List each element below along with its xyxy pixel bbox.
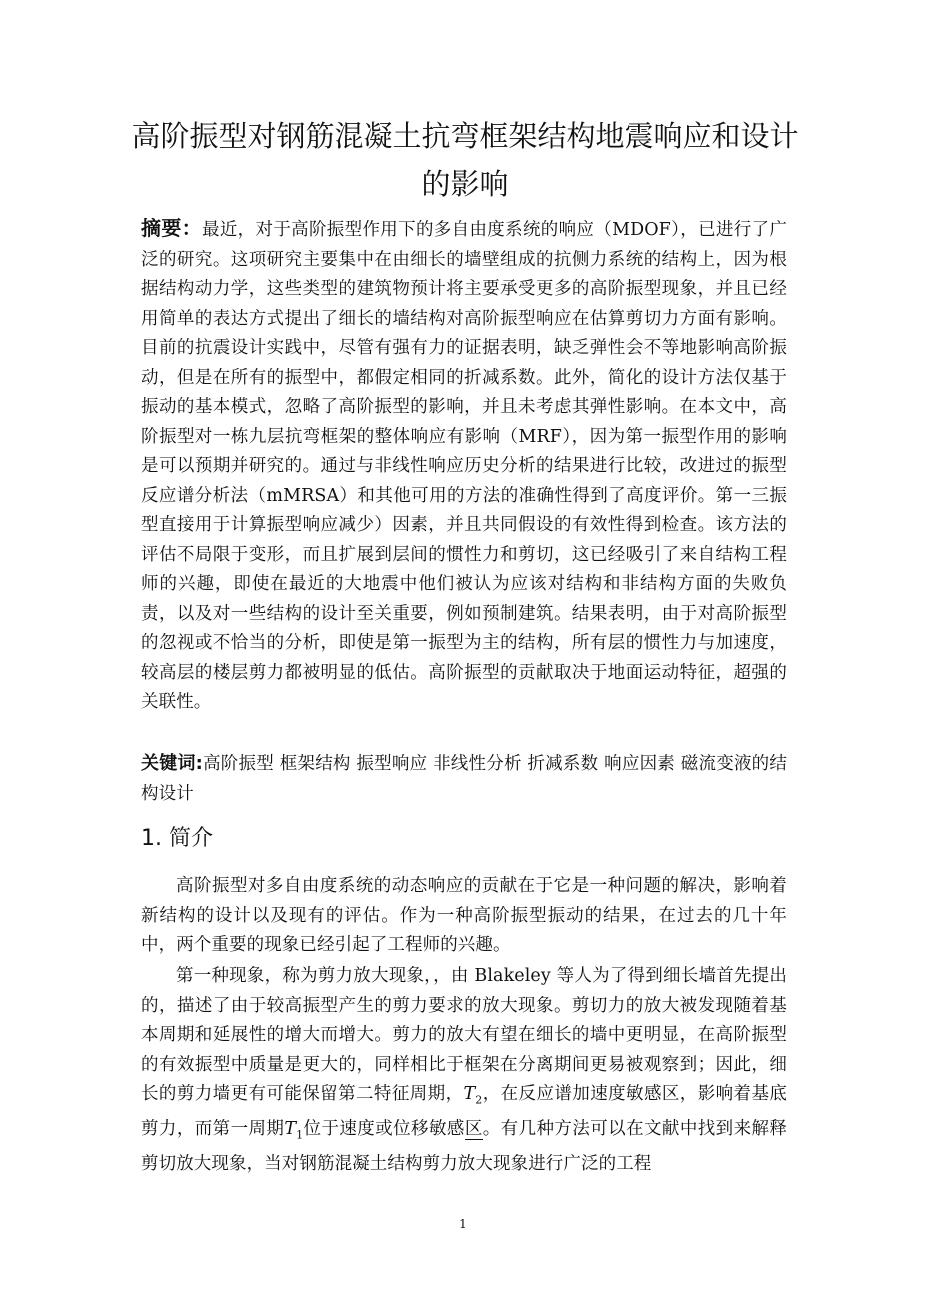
intro-p2-text-3: 位于速度或位移敏感 <box>303 1119 465 1139</box>
intro-paragraph-2 <box>141 962 787 1180</box>
page-number: 1 <box>459 1217 467 1231</box>
abstract-paragraph <box>141 214 787 718</box>
intro-p2-text-4: 。有几种方法可以在文献中找到来解释剪切放大现象，当对钢筋混凝土结构剪力放大现象进行广泛的工程 <box>141 1119 787 1174</box>
keywords-text: 高阶振型 框架结构 振型响应 非线性分析 折减系数 响应因素 磁流变液的结构设计 <box>141 754 787 804</box>
abstract-label: 摘要： <box>141 216 202 240</box>
math-period-t1: $T_1$ <box>284 1119 304 1142</box>
section-heading-introduction: 1. 简介 <box>141 826 213 851</box>
abstract-text: 最近，对于高阶振型作用下的多自由度系统的响应（MDOF），已进行了广泛的研究。这项研究主要集中在由细长的墙壁组成的抗侧力系统的结构上，因为根据结构动力学，这些类型的建筑物预计将主要承受更多的高阶振型现象，并且已经用简单的表达方式提出了细长的墙结构对高阶振型响应在估算剪切力方面有影响。目前的抗震设计实践中，尽管有强有力的证据表明，缺乏弹性会不等地影响高阶振动，但是在所有的振型中，都假定相同的折减系数。此外，简化的设计方法仅基于振动的基本模式，忽略了高阶振型的影响，并且未考虑其弹性影响。在本文中，高阶振型对一栋九层抗弯框架的整体响应有影响（MRF），因为第一振型作用的影响是可以预期并研究的。通过与非线性响应历史分析的结果进行比较，改进过的振型反应谱分析法（mMRSA）和其他可用的方法的准确性得到了高度评价。第一三振型直接用于计算振型响应减少）因素，并且共同假设的有效性得到检查。该方法的评估不局限于变形，而且扩展到层间的惯性力和剪切，这已经吸引了来自结构工程师的兴趣，即使在最近的大地震中他们被认为应该对结构和非结构方面的失败负责，以及对一些结构的设计至关重要，例如预制建筑。结果表明，由于对高阶振型的忽视或不恰当的分析，即使是第一振型为主的结构，所有层的惯性力与加速度，较高层的楼层剪力都被明显的低估。高阶振型的贡献取决于地面运动特征，超强的关联性。 <box>141 220 787 712</box>
intro-paragraph-1: 高阶振型对多自由度系统的动态响应的贡献在于它是一种问题的解决，影响着新结构的设计以及现有的评估。作为一种高阶振型振动的结果，在过去的几十年中，两个重要的现象已经引起了工程师的兴趣。 <box>141 876 787 955</box>
intro-p2-text-2: ，在反应谱加速度敏感区，影响着基底剪力，而第一周期 <box>141 1084 787 1139</box>
paper-title: 高阶振型对钢筋混凝土抗弯框架结构地震响应和设计的影响 <box>131 119 799 201</box>
keywords-paragraph <box>141 749 787 809</box>
intro-p2-underlined: 区 <box>464 1119 483 1139</box>
math-period-t2: $T_2$ <box>463 1084 483 1107</box>
keywords-label: 关键词: <box>141 753 203 774</box>
intro-p2-text-1: 第一种现象，称为剪力放大现象，，由 Blakeley 等人为了得到细长墙首先提出的，描述了由于较高振型产生的剪力要求的放大现象。剪切力的放大被发现随着基本周期和延展性的增大而增大。剪力的放大有望在细长的墙中更明显，在高阶振型的有效振型中质量是更大的，同样相比于框架在分离期间更易被观察到；因此，细长的剪力墙更有可能保留第二特征周期， <box>141 966 787 1104</box>
